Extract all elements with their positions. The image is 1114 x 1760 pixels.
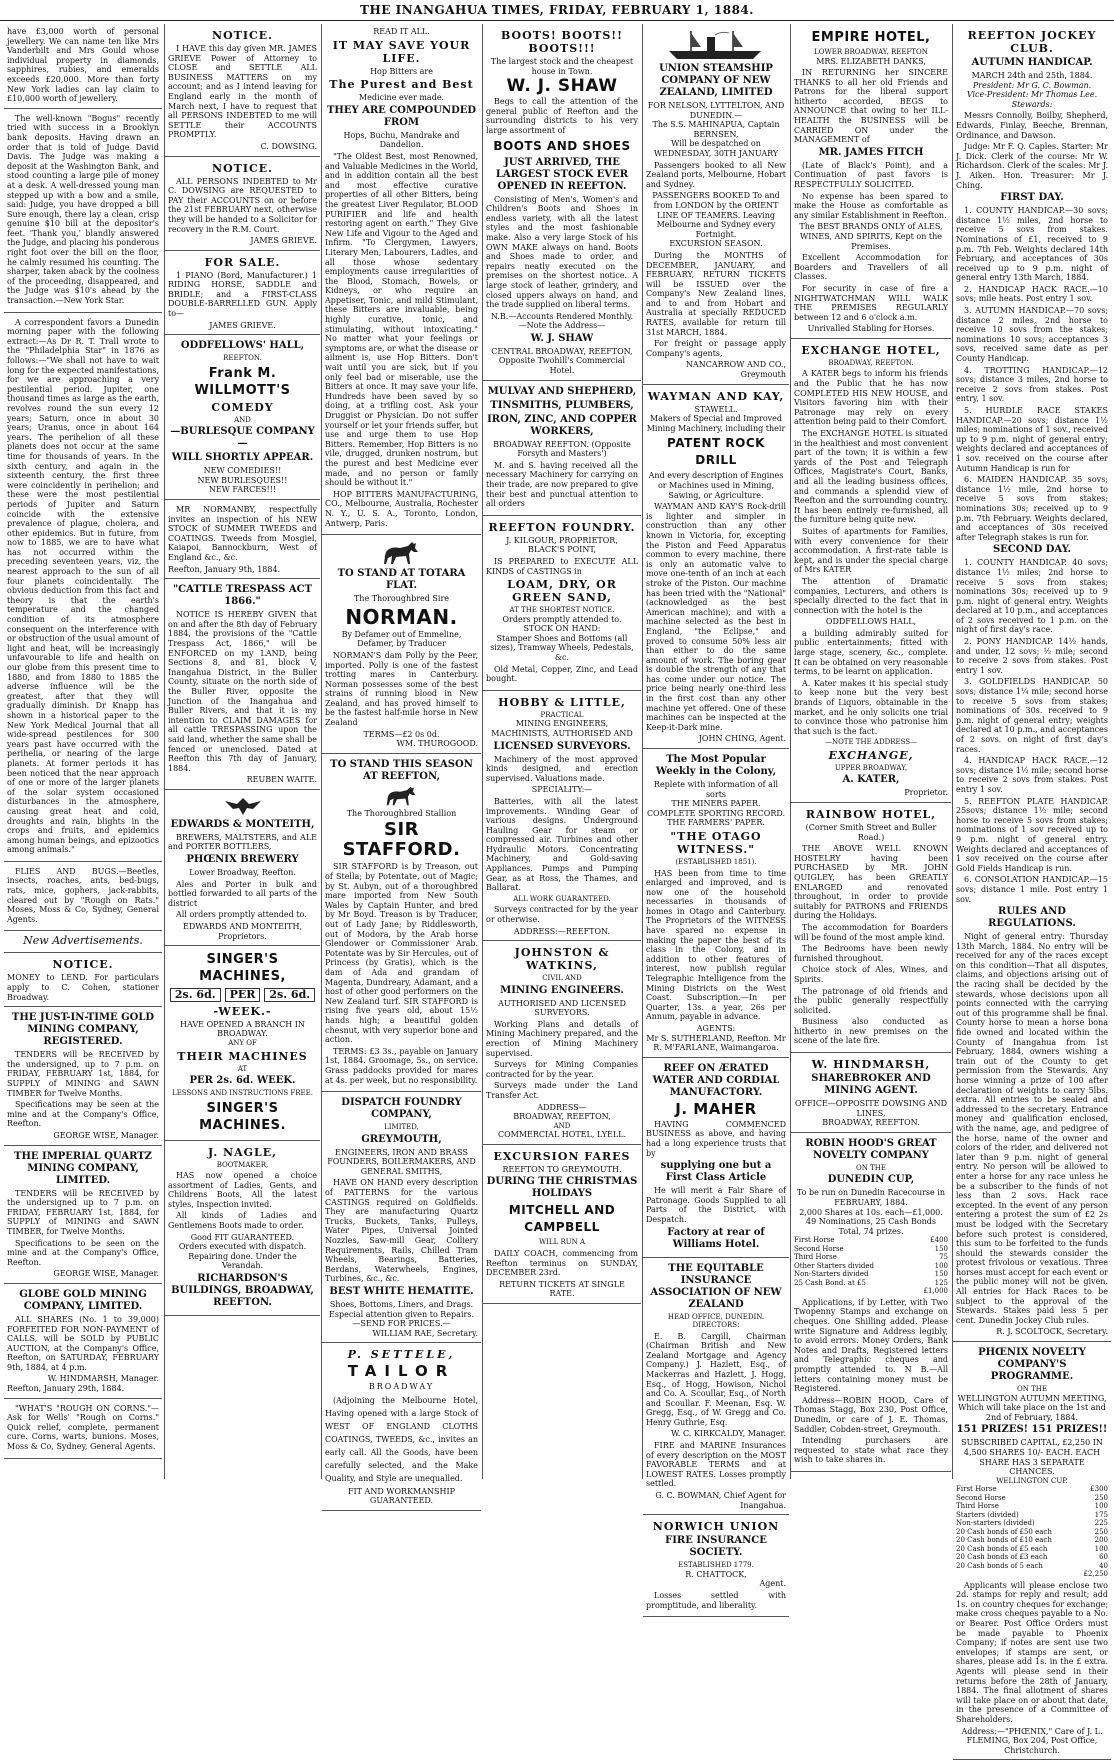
column-7 bbox=[952, 24, 1111, 1755]
horse-icon bbox=[380, 540, 424, 566]
column-2 bbox=[164, 24, 320, 1479]
edwards-monteith-ad: EDWARDS & MONTEITH, BREWERS, MALTSTERS, and ALE and PORTER BOTTLERS, PHŒNIX BREWERY Lower Broadway, Reefton. Ales and Porter in bulk and bottled forwarded to all parts of the district All orders promptly attended to. EDWARDS AND MONTEITH, Proprietors. bbox=[165, 790, 320, 946]
globe-gold-auction: GLOBE GOLD MINING COMPANY, LIMITED. ALL SHARES (No. 1 to 39,000) FORFEITED FOR NON-PAYMENT of CALLS, will be SOLD by PUBLIC AUCTION, at the Company's Office, Reefton, on SATURDAY, FEBRUARY 9th, 1884, at 4 p.m. W. HINDMARSH, Manager. Reefton, January 29th, 1884. bbox=[4, 1284, 162, 1399]
rough-on-corns: "WHAT'S "ROUGH ON CORNS."—Ask for Wells' "Rough on Corns." Quick relief, complete, permanent cure. Corns, warts, bunions. Moses, Moss & Co, Sydney, General Agents. bbox=[4, 1399, 162, 1459]
just-in-time-tender: THE JUST-IN-TIME GOLD MINING COMPANY, REGISTERED. TENDERS will be RECEIVED by the undersigned, up to 7 p.m. on FRIDAY, FEBRUARY 1st, 1884, for SUPPLY of MINING and SAWN TIMBER for Twelve Months. Specifications may be seen at the mine and at the Company's Office, Reefton. GEORGE WISE, Manager. bbox=[4, 1007, 162, 1145]
prize-row: 20 Cash bonds of £50 each 250 bbox=[956, 1527, 1108, 1536]
settele-tailor-ad: P. SETTELE, TAILOR BROADWAY (Adjoining the Melbourne Hotel, Having opened with a large Stock of WEST OF ENGLAND CLOTHS COATINGS, TWEEDS, &c., invites an early call. All the Goods, have been carefully selected, and the Make Quality, and Style are unequalled. FIT AND WORKMANSHIP GUARANTEED. bbox=[322, 1343, 481, 1511]
hop-bitters-ad: READ IT ALL. IT MAY SAVE YOUR LIFE. Hop Bitters are The Purest and Best Medicine ever made. THEY ARE COMPOUNDED FROM Hops, Buchu, Mandrake and Dandelion. "The Oldest Best, most Renowned, and Valuable Medicines in the World, and in addition contain all the best and most effective curative properties of all other Bitters, being the greatest Liver Regulator, BLOOD PURIFIER and life and health restoring agent on earth." They Give New Life and Vigour to the Aged and Infirm. "To Clergymen, Lawyers, Literary Men, Labourers, Ladies, and all those whose sedentary employments cause irregularities of the Blood, Stomach, Bowels, or Kidneys, or who require an Appetiser, Tonic, and mild Stimulant, these Bitters are invaluable, being highly curative, tonic, and stimulating, without intoxicating." No matter what your feelings or symptoms are, or what the disease or ailment is, use Hop Bitters. Don't wait until you are sick, but if you only feel bad or miserable, use the Bitters at once. It may save your life. Hundreds have been saved by so doing, at a trifling cost. Ask your Druggist or Physician. Do not suffer yourself or let your friends suffer, but use and urge them to use Hop Bitters. Remember, Hop Bitters is no vile, drugged, drunken nostrum, but the purest and best Medicine ever made, and no person or family should be without it." HOP BITTERS MANUFACTURING, CO., Melbourne, Australia, Rochester N. Y., U. S. A., Toronto, London, Antwerp, Paris. bbox=[322, 24, 481, 535]
prize-row: Non-starters (divided) 225 bbox=[956, 1519, 1108, 1528]
prize-row: Starters (divided) 175 bbox=[956, 1510, 1108, 1519]
prize-table bbox=[794, 1236, 948, 1296]
maher-aerated-water-ad: REEF ON ÆRATED WATER AND CORDIAL MANUFACTORY. J. MAHER HAVING COMMENCED BUSINESS as above, and having had a long experience trusts that by supplying one but a First Class Article He will merit a Fair Share of Patronage. Goods Supplied to all Parts of the District, with Despatch. Factory at rear of Williams Hotel. bbox=[643, 1058, 789, 1258]
reefton-foundry-ad: REEFTON FOUNDRY. J. KILGOUR, PROPRIETOR, BLACK'S POINT, IS PREPARED to EXECUTE ALL KINDS of CASTINGS in LOAM, DRY, OR GREEN SAND, AT THE SHORTEST NOTICE. Orders promptly attended to. STOCK ON HAND: Stamper Shoes and Bottoms (all sizes), Tramway Wheels, Pedestals, &c. Old Metal, Copper, Zinc, and Lead bought. bbox=[483, 516, 641, 691]
prize-row: 25 Cash Bond. at £5 125 bbox=[794, 1278, 948, 1287]
prize-row: Other Starters divided 100 bbox=[794, 1261, 948, 1270]
normanby-tweeds-ad: MR NORMANBY, respectfully invites an inspection of his NEW STOCK of SUMMER TWEEDS and COATINGS. Tweeds from Mosgiel, Kaiapoi, Bannockburn, West of England &c., &c. Reefton, January 9th, 1884. bbox=[165, 500, 320, 579]
column-6 bbox=[790, 24, 951, 1479]
column-3 bbox=[321, 24, 481, 1506]
dispatch-foundry-ad: DISPATCH FOUNDRY COMPANY, LIMITED, GREYMOUTH, ENGINEERS, IRON AND BRASS FOUNDERS, BOILERMAKERS, AND GENERAL SMITHS, HAVE ON HAND every description of PATTERNS for the various CASTINGS required on Goldfields. They are manufacturing Quartz Trucks, Buckets, Tanks, Pulleys, Water Pipes, Universal Jointed Nozzles, Saw-mill Gear, Colliery Requirements, Rails, Chilled Tram Wheels, Bearings, Batteries, Berdans, Waterwheels, Engines, Turbines, &c., &c. BEST WHITE HEMATITE. Shoes, Bottoms, Liners, and Drags. Especial attention given to Repairs. —SEND FOR PRICES.— WILLIAM RAE, Secretary. bbox=[322, 1092, 481, 1343]
new-advertisements-heading: New Advertisements. bbox=[4, 931, 162, 953]
nagle-bootmaker-ad: J. NAGLE, BOOTMAKER, HAS now opened a choice assortment of Ladies, Gents, and Childrens Boots, All the latest styles, Inspection invited. All kinds of Ladies and Gentlemens Boots made to order. Good FIT GUARANTEED. Orders executed with dispatch. Repairing done. Under the Verandah. RICHARDSON'S BUILDINGS, BROADWAY, REEFTON. bbox=[165, 1141, 320, 1316]
phoenix-novelty-ad: PHŒNIX NOVELTY COMPANY'S PROGRAMME. ON THE WELLINGTON AUTUMN MEETING, Which will take place on the 1st and 2nd of February, 1884. 151 PRIZES! 151 PRIZES!! SUBSCRIBED CAPITAL, £2,250 IN 4,500 SHARES 10/- EACH. EACH SHARE HAS 3 SEPARATE CHANCES. WELLINGTON CUP. First Horse £300 Second Horse 250 Third Horse 100 Starters (divided) 175 Non-starters (divided) 225 20 Cash bonds of £50 each 250 20 Cash bonds of £10 each 200 20 Cash bonds of £5 each 100 20 Cash bonds of £3 each 60 20 Cash bonds of 5 each 40 £2,250 Applicants will please enclose two 2d. stamps for reply and result; add 1s. on country cheques for exchange; make cross cheques payable to a No. or Bearer. Post Office Orders must be made payable to Phoenix Company; if notes are sent use two envelopes; if stamps are sent, or shares, please add 1s. in the £ extra. Agents will please send in their returns before the 28th of January, 1884. The final allotment of shares will take place on or about that date, in the presence of a Committee of Shareholders. Address:—"PHŒNIX," Care of J. L. FLEMING, Box 204, Post Office, Christchurch. bbox=[953, 1342, 1111, 1760]
reefton-jockey-club-ad: REEFTON JOCKEY CLUB. AUTUMN HANDICAP. MARCH 24th and 25th, 1884. President: Mr G. C. Bowman. Vice-President: Mr Thomas Lee. Stewards: Messrs Connolly, Boilby, Shepherd, Edwards, Finlay, Beeche, Brennan, Ordinance, and Dawson. Judge: Mr F. Q. Caples. Starter: Mr J. Dick. Clerk of the course: Mr W. Richardson. Clerk of the scales: Mr J. J. Aiken. Hon. Treasurer: Mr J. Ching. FIRST DAY. 1. COUNTY HANDICAP.—30 sovs; distance 1½ miles, 2nd horse to receive 5 sovs from stakes. Nominations of £1, received to 9 p.m. 7th Feb. Weights declared 14th February, and acceptances of 30s received up to 9 p.m. night of general entry 13th March, 1884. 2. HANDICAP HACK RACE.—10 sovs; mile heats. Post entry 1 sov. 3. AUTUMN HANDICAP.—70 sovs; distance 2 miles, 2nd horse to receive 10 sovs from the stakes; nominations 10 sovs; acceptances 3 sovs, received same date as per County Handicap. 4. TROTTING HANDICAP.—12 sovs; distance 3 miles, 2nd horse to receive 2 sovs from stakes. Post entry, 1 sov. 5. HURDLE RACE STAKES HANDICAP.—20 sovs; distance 1½ miles; nominations of 1 sov., received up to 9 p.m. night of general entry; weights declared and acceptances of 1 sov. received on the course after Autumn Handicap is run for 6. MAIDEN HANDICAP. 35 sovs; distance 1½ mile, 2nd horse to receive 5 sovs from stakes; nominations 30s; received up to 9 p.m. 7th February. Weights declared, and acceptances of 30s received after Telegraph stakes is run for. SECOND DAY. 1. COUNTY HANDICAP. 40 sovs; distance 1½ miles; 2nd horse to receive 5 sovs from stakes; nominations 30s; received up to 9 p.m. night of general entry. Weights declared at 10 p.m., and acceptances of 2 sovs received to 1 p.m. on the night of first day's race. 2. PONY HANDICAP. 14½ hands, and under, 12 sovs; ½ mile; second to receive 2 sovs from stakes. Post entry 1 sov. 3. GOLDFIELDS HANDICAP. 50 sovs; distance 1¼ mile; second horse to receive 5 sovs from stakes; nominations of 30s. received to 9 p.m. night of general entry; weights declared at 10 p.m., and acceptances of 2 sovs. on night of first day's races. 4. HANDICAP HACK RACE.—12 sovs; distance 1½ mile; second horse to receive 2 sovs from stakes. Post entry 1 sov. 5. REEFTON PLATE HANDICAP. 25sovs; distance 1½ mile; second horse to receive 5 sovs from stakes; nominations of 1 sov received up to 9 p.m. night of general entry. Weights declared and acceptances of 1 sov received on the course after Gold Fields Handicap is run. 6. CONSOLATION HANDICAP.—15 sovs; distance 1 mile. Post entry 1 sov. RULES AND REGULATIONS. Night of general entry: Thursday 13th March, 1884. No entry will be received for any of the races except on this condition—That all disputes, claims, and objections arising out of the racing shall be decided by the stewards, whose decisions upon all points connected with the carrying out of this programme shall be final. County horse to mean a horse bona fide owned and located within the County of Inangahua from 1st February, 1884, owners wishing a train out of the County to get permission from the Stewards. Any horse winning a prize of 100 after declaration of weights to carry 5lbs. extra. All entries to be sealed and addressed to the secretary. Entrance money and qualification enclosed, with the name, age, and pedigree of the horse, name of the owner and colors of the rider, and delivered not later than 9 p.m. night of general entry. No person will be allowed to enter a horse for any race unless he be a subscriber to the funds of not less than 2 sovs. Hack race excepted. In the event of any person entering a protest the sum of £2 2s must be lodged with the Secretary before such protest is considered, this sum to be forfeited to the funds should the stewards consider the protest frivolous or vexatious. Three horses must accept for each event or the public money will not be given. All entries for Hack Races to be subject to the approval of the Stewards. Stakes paid less 5 per cent. Dunedin Jockey Club rules. R. J. SCOLTOCK, Secretary. bbox=[953, 24, 1111, 1342]
exchange-hotel-ad: EXCHANGE HOTEL, BROADWAY, REEFTON. A KATER begs to inform his friends and the Public that he has now COMPLETED HIS NEW HOUSE, and Visitors favoring him with their Patronage may rely on every attention being paid to their Comfort. The EXCHANGE HOTEL is situated in the healthiest and most convenient part of the town; it is within a few yards of the Post and Telegraph Offices, Magistrate's Court, Banks, and all the leading business offices, and commands a splendid view of Reefton and the surrounding country. It has been entirely re-furnished, all the furniture being quite new. Suites of apartments for Families, with every convenience for their accommodation. A first-rate table is kept, and is under the special charge of Mrs KATER The attention of Dramatic companies, Lecturers, and others is specially directed to the fact that in connection with the hotel is the ODDFELLOWS HALL, a building admirably suited for public entertainments; fitted with large stage, scenery, &c., complete. It can be obtained on very reasonable terms, to be learnt on application. A. Kater makes it his special study to keep none but the very best brands of Liquors, obtainable in the market, and he only solicits one trial to convince those who patronise him that such is the fact. —NOTE THE ADDRESS— EXCHANGE, UPPER BROADWAY, A. KATER, Proprietor. bbox=[791, 339, 951, 803]
horse-icon bbox=[382, 785, 422, 807]
robin-hood-novelty-ad: ROBIN HOOD'S GREAT NOVELTY COMPANY ON THE DUNEDIN CUP, To be run on Dunedin Racecourse in FEBRUARY, 1884. 2,000 Shares at 10s. each—£1,000. 49 Nominations, 25 Cash Bonds Total, 74 prizes. First Horse £400 Second Horse 150 Third Horse 75 Other Starters divided 100 Non-Starters divided 150 25 Cash Bond. at £5 125 £1,000 Applications, if by Letter, with Two Twopenny Stamps and exchange on cheques. One Shilling added. Please write Signature and Address legibly, to avoid errors. Money Orders, Bank Notes and Drafts, Registered letters and Telegraphic cheques and promptly attended to. N B.—All letters containing money must be Registered. Address—ROBIN HOOD, Care of Thomas Stagg, Box 230, Post Office, Dunedin, or care of J. E. Thomas, Saddler, Cobden-street, Greymouth. Intending purchasers are requested to state what race they wish to take shares in. bbox=[791, 1133, 951, 1472]
prize-row: 20 Cash bonds of £10 each 200 bbox=[956, 1536, 1108, 1545]
dowsing-notice: NOTICE. I HAVE this day given MR. JAMES GRIEVE Power of Attorney to CLOSE and SETTLE ALL BUSINESS MATTERS on my account; and as I intend leaving for England early in the month of March next, I have to request that all PERSONS INDEBTED to me will SETTLE their ACCOUNTS PROMPTLY. C. DOWSING. bbox=[165, 24, 320, 157]
prize-row: Non-Starters divided 150 bbox=[794, 1270, 948, 1279]
prize-row: Third Horse 75 bbox=[794, 1253, 948, 1262]
shaw-boots-ad: BOOTS! BOOTS!! BOOTS!!! The largest stock and the cheapest house in Town. W. J. SHAW Begs to call the attention of the general public of Reefton and the surrounding districts to his very large assortment of BOOTS AND SHOES JUST ARRIVED, THE LARGEST STOCK EVER OPENED IN REEFTON. Consisting of Men's, Women's and Children's Boots and Shoes in endless variety, with all the latest styles and the most fashionable make. Also a very large Stock of his OWN MAKE always on hand. Boots and Shoes made to order, and repairs neatly executed on the premises on the shortest notice. A large stock of leather, grindery, and closed uppers always on hand, and the trade supplied on liberal terms. N.B.—Accounts Rendered Monthly. —Note the Address— W. J. SHAW CENTRAL BROADWAY, REEFTON, Opposite Twohill's Commercial Hotel. bbox=[483, 24, 641, 381]
imperial-quartz-tender: THE IMPERIAL QUARTZ MINING COMPANY, LIMITED. TENDERS will be RECEIVED by the undersigned up to 7 p.m. on FRIDAY, FEBRUARY 1st, 1884, for SUPPLY of MINING and SAWN TIMBER, for Twelve Months. Specifications to be seen on the mine and at the Company's Office, Reefton. GEORGE WISE, Manager. bbox=[4, 1146, 162, 1284]
mulvay-shepherd-ad: MULVAY AND SHEPHERD, TINSMITHS, PLUMBERS, IRON, ZINC, AND COPPER WORKERS, BROADWAY REEFTON. (Opposite Forsyth and Masters') M. and S. having received all the necessary Machinery for carrying on their trade, are now prepared to give their best and punctual attention to all orders bbox=[483, 381, 641, 516]
otago-witness-ad: The Most Popular Weekly in the Colony, Replete with information of all sorts THE MINERS PAPER. COMPLETE SPORTING RECORD. THE FARMERS' PAPER. "THE OTAGO WITNESS." (ESTABLISHED 1851). HAS been from time to time enlarged and improved, and is now one of the household necessaries in thousands of homes in Otago and Canterbury. The Proprietors of the WITNESS have spared no expense in making the paper the best of its class in the Colony, and in addition to other features of interest, now publish regular Telegraphic Intelligence from the Mining Districts on the West Coast. Subscription.—In per Quarter, 13s. a year, 26s per Annum, payable in advance. AGENTS: Mr S. SUTHERLAND, Reefton. Mr R. M'FARLANE, Waimangaroa. bbox=[643, 749, 789, 1058]
prize-row: Second Horse 150 bbox=[794, 1244, 948, 1253]
empire-hotel-ad: EMPIRE HOTEL, LOWER BROADWAY, REEFTON MRS. ELIZABETH DANKS, IN RETURNING her SINCERE THANKS to all her old Friends and Patrons for the liberal support hitherto accorded, BEGS to ANNOUNCE that owing to her ILL-HEALTH the BUSINESS will be CARRIED ON under the MANAGEMENT of MR. JAMES FITCH (Late of Black's Point), and a Continuation of past favors is RESPECTFULLY SOLICITED. No expense has been spared to make the House as comfortable as any similar Establishment in Reefton. The BEST BRANDS ONLY of ALES, WINES, AND SPIRITS, Kept on the Premises. Excellent Accommodation for Boarders and Travellers of all Classes. For security in case of fire a NIGHTWATCHMAN WILL WALK THE PREMISES REGULARLY between 12 and 6 o'clock a.m. Unrivalled Stabling for Horses. bbox=[791, 24, 951, 339]
rainbow-hotel-ad: RAINBOW HOTEL, (Corner Smith Street and Buller Road.) THE ABOVE WELL KNOWN HOSTELRY having been PURCHASED by MR. JOHN QUIGLEY, has been GREATLY ENLARGED and renovated throughout, in order to provide suitably for PATRONS and FRIENDS during the Holidays. The accommodation for Boarders will be found of the most ample kind. The Bedrooms have been newly furnished throughout. Choice stock of Ales, Wines, and Spirits. The patronage of old friends and the public generally respectfully solicited. Business also conducted as hitherto in new premises on the scene of the late fire. bbox=[791, 803, 951, 1053]
prize-row: First Horse £400 bbox=[794, 1236, 948, 1245]
flies-article: FLIES AND BUGS.—Beetles, insects, roaches, ants, bed-bugs, rats, mice, gophers, jack-rabbits, cleared out by "Rough on Rats." Moses, Moss & Co, Sydney, General Agents. bbox=[4, 862, 162, 932]
wayman-kay-ad: WAYMAN AND KAY, STAWELL. Makers of Special and Improved Mining Machinery, including their PATENT ROCK DRILL And every description of Engines or Machines used in Mining, Sawing, or Agriculture. WAYMAN AND KAY'S Rock-drill is lighter and simpler in construction than any other known in Victoria, for, excepting the Piston and Feed Apparatus common to every machine, there is only an automatic valve to move one-tenth of an inch at each stroke of the Piston. Our machine has been tried with the "National" (acknowledged as the best American machine), and with a machine selected as the best in England, "the Eclipse," and proved to consume 50% less air than either to do the same amount of work. The boring gear is double the strength of any that has come under our notice. The price being nearly one-third less in the first cost than any other machine yet offered. One of these machines can be inspected at the Keep-it-Dark mine. JOHN CHING, Agent. bbox=[643, 385, 789, 749]
price-boxes: 2s. 6d. PER 2s. 6d. bbox=[168, 988, 317, 1002]
planets-article: A correspondent favors a Dunedin morning paper with the following extract:—As Dr R. T. Trall wrote to the "Philadelphia Star" in 1876 as follows:—"We shall not have to wait long for the expected manifestations, for we are approaching a very pestilential period. Jupiter, one thousand times as large as the earth, revolves round the sun every 12 years; Saturn, once in about 30 years; Uranus, once in about 164 years. The perihelion of all these planets does not occur at the same time for thousands of years. In the sixth century, and again in the sixteenth century, the first three were coincidently in perihelion; and these were the most pestilential periods of Jupiter and Saturn coincide with the extensive prevalence of plague, cholera, and other epidemics. But in future, from now to 1885, we are to have what has not occurred within the preceding seventeen years, viz, the nearest approach to the sun of all four planets coincidentally. The obvious deduction from this fact and theory is that the earth's temperature and the changed condition of its atmosphere consequent on the interference with or obstruction of the usual amount of light and heat, will be increasingly unfavourable to life and health on our globe from this present time to 1880, and from 1880 to 1885 the adverse influence will be the greatest, after that they will gradually diminish. Dr Knapp has shown in a historical paper to the New York Medical Journal that all wide-spread pestilences for 300 years past have occurred with the perihelia, or nearing of the large planets. At former periods it has been noticed that the near approach of one or more of the larger planets of the solar system occasioned disturbances in the atmosphere, causing great heat and cold, droughts and rain, blights in the crops and fruits, and epidemics among human beings, and epizootics among animals." bbox=[4, 313, 162, 862]
prize-row: 20 Cash bonds of 5 each 40 bbox=[956, 1561, 1108, 1570]
masthead: THE INANGAHUA TIMES, FRIDAY, FEBRUARY 1, 1884. bbox=[0, 0, 1114, 21]
prize-total: £1,000 bbox=[923, 1287, 948, 1296]
column-4 bbox=[482, 24, 641, 1479]
johnston-watkins-ad: JOHNSTON & WATKINS, CIVIL AND MINING ENGINEERS. AUTHORISED AND LICENSED SURVEYORS. Working Plans and details of Mining Machinery prepared, and the erection of Mining Machinery supervised. Surveys for Mining Companies contracted for by the year. Surveys made under the Land Transfer Act. ADDRESS— BROADWAY, REEFTON, AND COMMERCIAL HOTEL, LYELL. bbox=[483, 941, 641, 1145]
indebted-notice: NOTICE. ALL PERSONS INDEBTED to Mr C. DOWSING are REQUESTED to PAY their ACCOUNTS on or before the 21st FEBRUARY next, otherwise they will be handed to a Solicitor for recovery in the R.M. Court. JAMES GRIEVE. bbox=[165, 157, 320, 251]
hindmarsh-sharebroker-ad: W. HINDMARSH, SHAREBROKER AND MINING AGENT. OFFICE—OPPOSITE DOWSING AND LINES, BROADWAY, REEFTON. bbox=[791, 1053, 951, 1133]
norwich-union-ad: NORWICH UNION FIRE INSURANCE SOCIETY. ESTABLISHED 1779. R. CHATTOCK, Agent. Losses settled with promptitude, and liberality. bbox=[643, 1515, 789, 1617]
for-sale-ad: FOR SALE. 1 PIANO (Bord, Manufacturer.) 1 RIDING HORSE, SADDLE and BRIDLE; and a FIRST-CLASS DOUBLE-BARRELLED GUN. Apply to— JAMES GRIEVE. bbox=[165, 251, 320, 336]
steamship-icon bbox=[661, 29, 771, 61]
excursion-fares-ad: EXCURSION FARES REEFTON TO GREYMOUTH. DURING THE CHRISTMAS HOLIDAYS MITCHELL AND CAMPBELL WILL RUN A DAILY COACH, commencing from Reefton terminus on SUNDAY, DECEMBER 23rd. RETURN TICKETS AT SINGLE RATE. bbox=[483, 1145, 641, 1304]
eagle-crest-icon bbox=[223, 795, 263, 817]
column-1 bbox=[4, 24, 162, 1479]
judge-article: The well-known "Bogus" recently tried with success in a Brooklyn bank deposits. Having drawn an order that is told of Judge David Davis. The Judge was making a deposit at the Washington Bank, and stood counting a large pile of money at a desk. A well-dressed young man stepped up with a bow and a smile, said: Judge, you have dropped a bill Sure enough, there lay a clean, crisp genuine $10 bill at the depositor's feet. 'Thank you,' blandly answered the Judge, and placing his ponderous right foot over the bill on the floor, he calmly resumed his counting. The sharper, taken aback by the coolness of the proceeding, disappeared, and the Judge was $10's ahead by the transaction.—New York Star. bbox=[4, 109, 162, 313]
phoenix-prize-table bbox=[956, 1485, 1108, 1579]
norman-stallion-ad: TO STAND AT TOTARA FLAT. The Thoroughbred Sire NORMAN. By Defamer out of Emmeline, Defamer, by Traducer NORMAN'S dam Polly by the Peer, imported. Polly is one of the fastest trotting mares in Canterbury. Norman possesses some of the best strains of running blood in New Zealand, and has proved himself to be the fastest half-mile horse in New Zealand TERMS—£2 0s 0d. WM. THUROGOOD. bbox=[322, 535, 481, 754]
equitable-insurance-ad: THE EQUITABLE INSURANCE ASSOCIATION OF NEW ZEALAND HEAD OFFICE, DUNEDIN. DIRECTORS: E. B. Cargill, Chairman (Chairman British and New Zealand Mortgage and Agency Company.) J. Hazlett, Esq., of Mackerras and Hazlett, J. Hogg, Esq., of Hogg, Howison, Nichol and Co. A. Scoullar, Esq., of North and Scoullar. F. Meenan, Esq. W. Gregg, Esq., of W. Gregg and Co. Henry Guthrie, Esq. W. C. KIRKCALDY, Manager. FIRE and MARINE Insurances of every description on the MOST FAVORABLE TERMS and at LOWEST RATES. Losses promptly settled. G. C. BOWMAN, Chief Agent for Inangahua. bbox=[643, 1258, 789, 1516]
prize-row: First Horse £300 bbox=[956, 1485, 1108, 1494]
money-notice: NOTICE. MONEY to LEND. For particulars apply to C. Cohen, stationer Broadway. bbox=[4, 953, 162, 1007]
hobby-little-ad: HOBBY & LITTLE, PRACTICAL MINING ENGINEERS, MACHINISTS, AUTHORISED AND LICENSED SURVEYORS. Machinery of the most approved kinds designed, and erection supervised. Valuations made. SPECIALITY:— Batteries, with all the latest improvements. Winding Gear of various designs. Underground Hauling Gear for steam or compressed air. Turbines and other Hydraulic Motors. Concentrating Machinery, and Gold-saving Appliances. Pumps and Pumping Gear, as at Ross, the Thames, and Ballarat. ALL WORK GUARANTEED. Surveys contracted for by the year or otherwise. ADDRESS:—REEFTON. bbox=[483, 691, 641, 941]
singer-machines-ad: SINGER'S MACHINES, 2s. 6d. PER 2s. 6d. -WEEK.- HAVE OPENED A BRANCH IN BROADWAY. ANY OF THEIR MACHINES AT PER 2s. 6d. WEEK. LESSONS AND INSTRUCTIONS FREE. SINGER'S MACHINES. bbox=[165, 946, 320, 1140]
cattle-trespass-notice: "CATTLE TRESPASS ACT 1866." NOTICE IS HEREBY GIVEN that on and after the 8th day of February 1884, the provisions of the "Cattle Trespass Act, 1866," will be ENFORCED on my LAND, being Sections 8, and 81, block V, Inangahua District, in the Buller County, situate on the north side of the Buller River, opposite the Junction of the Inangahua and Buller Rivers, and that it is my intention to CLAIM DAMAGES for all cattle TRESPASSING upon the said land, whether the same shall be fenced or unenclosed. Dated at Reefton this 7th day of January, 1884. REUBEN WAITE. bbox=[165, 579, 320, 790]
willmott-comedy-ad: ODDFELLOWS' HALL, REEFTON. Frank M. WILLMOTT'S COMEDY AND —BURLESQUE COMPANY— WILL SHORTLY APPEAR. NEW COMEDIES!! NEW BURLESQUES!! NEW FARCES!!! bbox=[165, 335, 320, 500]
column-5 bbox=[642, 24, 789, 1610]
prize-row: 20 Cash bonds of £3 each 60 bbox=[956, 1553, 1108, 1562]
jewellery-article: have £3,000 worth of personal jewellery. We can name ten like Mrs Vanderbilt and Mrs Gould whose individual property in diamonds, sapphires, rubies, and emeralds exceeds £20,000. More than forty New York ladies can lay claim to £10,000 worth of jewellery. bbox=[4, 24, 162, 109]
union-steamship-ad: UNION STEAMSHIP COMPANY OF NEW ZEALAND, LIMITED FOR NELSON, LYTTELTON, AND DUNEDIN.— The S.S. MAHINAPUA, Captain BERNSEN, Will be despatched on WEDNESDAY, 30TH JANUARY Passengers booked to all New Zealand ports, Melbourne, Hobart and Sydney. PASSENGERS BOOKED To and from LONDON by the ORIENT LINE OF TEAMERS. Leaving Melbourne and Sydney every Fortnight. EXCURSION SEASON. During the MONTHS of DECEMBER, JANUARY, and FEBRUARY, RETURN TICKETS will be ISSUED over the Company's New Zealand lines, and to and from Hobart and Australia at specially REDUCED RATES, available for return till 31st MARCH, 1884. For freight or passage apply Company's agents, NANCARROW AND CO., Greymouth bbox=[643, 24, 789, 385]
prize-row: 20 Cash bonds of £5 each 100 bbox=[956, 1544, 1108, 1553]
sir-stafford-ad: TO STAND THIS SEASON AT REEFTON, The Thoroughbred Stallion SIR STAFFORD. SIR STAFFORD is by Treason, out of Stella; by Potentate, out of Magic; by St. Aubyn, out of a thoroughbred mare imported from New South Wales by Captain Hunter, and bred by Mr Boyd. Treason is by Traducer, out of Lady Jane; by Riddlesworth, out of Modora, by the Arab horse Glendower or Commissioner Arab. Potentate was by Sir Hercules, out of Princess (by Gratis), which is the dam of Ada and grandam of Magenta, Dundreary, Adamant, and a host of other good performers on the New Zealand turf. SIR STAFFORD is rising five years old, about 15½ hands high; a beautiful golden chesnut, with very superior bone and action. TERMS: £3 3s., payable on January 1st, 1884. Groomage, 5s., on service. Grass paddocks provided for mares at 4s. per week, but no responsibility. bbox=[322, 754, 481, 1092]
prize-row: Second Horse 250 bbox=[956, 1493, 1108, 1502]
prize-total: £2,250 bbox=[1083, 1570, 1108, 1579]
prize-row: Third Horse 100 bbox=[956, 1502, 1108, 1511]
